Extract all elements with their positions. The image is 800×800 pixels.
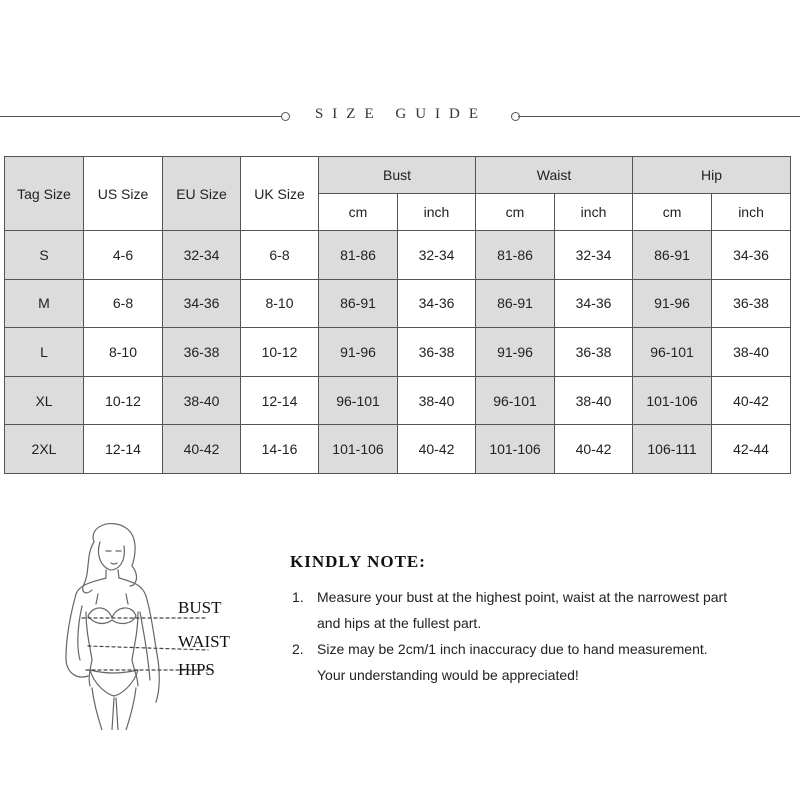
note-text: Your understanding would be appreciated! — [317, 667, 579, 683]
title-divider-right — [518, 116, 800, 117]
cell-eu-size: 32-34 — [163, 231, 241, 280]
cell-tag-size: XL — [5, 376, 84, 425]
header-hip-cm: cm — [633, 194, 712, 231]
cell-waist-inch: 32-34 — [555, 231, 633, 280]
cell-eu-size: 36-38 — [163, 328, 241, 377]
cell-bust-inch: 40-42 — [398, 425, 476, 474]
cell-hip-cm: 91-96 — [633, 279, 712, 328]
cell-hip-inch: 36-38 — [712, 279, 791, 328]
table-row — [5, 425, 791, 474]
hips-label: HIPS — [178, 660, 215, 679]
cell-hip-inch: 42-44 — [712, 425, 791, 474]
note-list — [292, 584, 782, 688]
cell-us-size: 4-6 — [84, 231, 163, 280]
cell-uk-size: 12-14 — [241, 376, 319, 425]
cell-hip-cm: 86-91 — [633, 231, 712, 280]
cell-hip-cm: 106-111 — [633, 425, 712, 474]
cell-waist-cm: 91-96 — [476, 328, 555, 377]
cell-waist-cm: 101-106 — [476, 425, 555, 474]
cell-waist-inch: 34-36 — [555, 279, 633, 328]
cell-waist-inch: 40-42 — [555, 425, 633, 474]
cell-hip-inch: 38-40 — [712, 328, 791, 377]
cell-bust-inch: 38-40 — [398, 376, 476, 425]
table-row — [5, 279, 791, 328]
cell-uk-size: 6-8 — [241, 231, 319, 280]
cell-hip-cm: 96-101 — [633, 328, 712, 377]
cell-bust-cm: 86-91 — [319, 279, 398, 328]
bra-shape — [88, 608, 136, 624]
cell-hip-inch: 40-42 — [712, 376, 791, 425]
note-item-continued — [292, 662, 782, 688]
cell-us-size: 12-14 — [84, 425, 163, 474]
table-row — [5, 376, 791, 425]
header-hip-inch: inch — [712, 194, 791, 231]
page-title: SIZE GUIDE — [314, 106, 488, 122]
table-row — [5, 231, 791, 280]
waist-label: WAIST — [178, 632, 230, 651]
cell-bust-cm: 96-101 — [319, 376, 398, 425]
cell-waist-cm: 96-101 — [476, 376, 555, 425]
cell-us-size: 10-12 — [84, 376, 163, 425]
note-item — [292, 636, 782, 662]
cell-bust-inch: 36-38 — [398, 328, 476, 377]
note-number: 2. — [292, 641, 304, 657]
header-waist-cm: cm — [476, 194, 555, 231]
header-hip: Hip — [633, 157, 791, 194]
note-title: KINDLY NOTE: — [290, 552, 426, 571]
header-bust-inch: inch — [398, 194, 476, 231]
bust-label: BUST — [178, 598, 222, 617]
cell-bust-inch: 32-34 — [398, 231, 476, 280]
note-number: 1. — [292, 589, 304, 605]
cell-uk-size: 8-10 — [241, 279, 319, 328]
cell-hip-inch: 34-36 — [712, 231, 791, 280]
cell-tag-size: S — [5, 231, 84, 280]
cell-eu-size: 34-36 — [163, 279, 241, 328]
cell-waist-inch: 36-38 — [555, 328, 633, 377]
cell-waist-cm: 86-91 — [476, 279, 555, 328]
title-divider-left — [0, 116, 284, 117]
cell-us-size: 8-10 — [84, 328, 163, 377]
cell-tag-size: 2XL — [5, 425, 84, 474]
cell-uk-size: 10-12 — [241, 328, 319, 377]
note-item-continued — [292, 610, 782, 636]
cell-eu-size: 38-40 — [163, 376, 241, 425]
note-item — [292, 584, 782, 610]
header-uk-size: UK Size — [241, 157, 319, 231]
header-bust-cm: cm — [319, 194, 398, 231]
size-guide-header — [0, 104, 800, 128]
cell-waist-inch: 38-40 — [555, 376, 633, 425]
cell-us-size: 6-8 — [84, 279, 163, 328]
cell-eu-size: 40-42 — [163, 425, 241, 474]
header-waist: Waist — [476, 157, 633, 194]
cell-waist-cm: 81-86 — [476, 231, 555, 280]
cell-bust-cm: 81-86 — [319, 231, 398, 280]
note-text: Size may be 2cm/1 inch inaccuracy due to hand measurement. — [317, 641, 708, 657]
body-measurement-figure — [36, 520, 296, 730]
cell-bust-cm: 101-106 — [319, 425, 398, 474]
cell-tag-size: M — [5, 279, 84, 328]
cell-tag-size: L — [5, 328, 84, 377]
bikini-bottom-shape — [90, 670, 138, 696]
header-eu-size: EU Size — [163, 157, 241, 231]
title-dot-left — [281, 112, 290, 121]
header-waist-inch: inch — [555, 194, 633, 231]
note-text: and hips at the fullest part. — [317, 615, 482, 631]
header-bust: Bust — [319, 157, 476, 194]
face-outline — [98, 542, 124, 570]
cell-hip-cm: 101-106 — [633, 376, 712, 425]
cell-bust-inch: 34-36 — [398, 279, 476, 328]
header-tag-size: Tag Size — [5, 157, 84, 231]
table-row — [5, 328, 791, 377]
cell-uk-size: 14-16 — [241, 425, 319, 474]
header-us-size: US Size — [84, 157, 163, 231]
hair-outline — [93, 524, 136, 586]
cell-bust-cm: 91-96 — [319, 328, 398, 377]
size-table — [4, 156, 791, 474]
note-text: Measure your bust at the highest point, waist at the narrowest part — [317, 589, 728, 605]
